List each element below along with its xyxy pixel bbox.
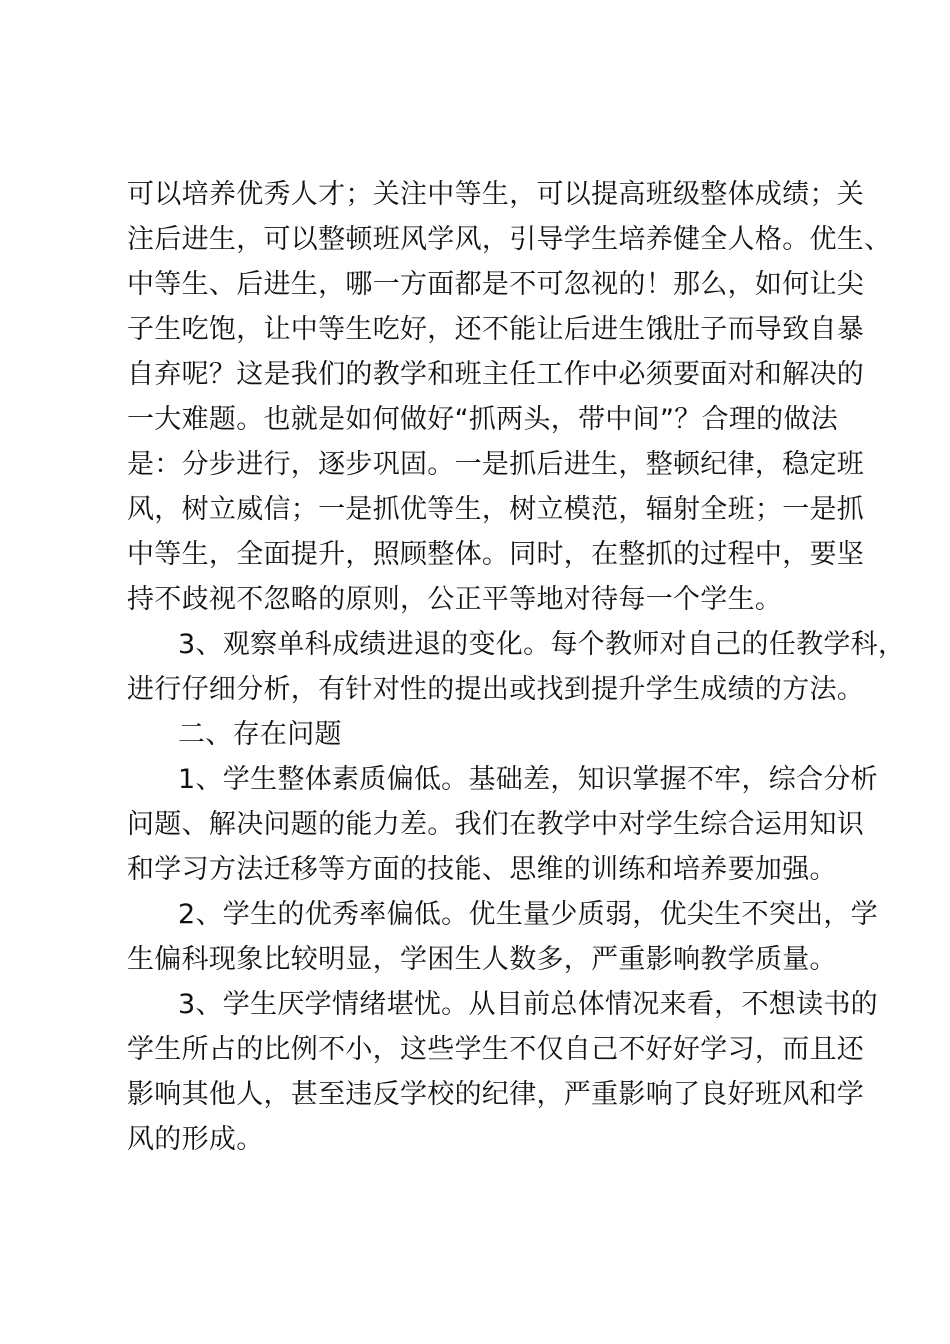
paragraph-first-line: 1、学生整体素质偏低。基础差，知识掌握不牢，综合分析 bbox=[178, 764, 878, 795]
text-line: 中等生，全面提升，照顾整体。同时，在整抓的过程中，要坚 bbox=[127, 539, 865, 570]
paragraph-first-line: 2、学生的优秀率偏低。优生量少质弱，优尖生不突出，学 bbox=[178, 899, 878, 930]
text-line: 是：分步进行，逐步巩固。一是抓后进生，整顿纪律，稳定班 bbox=[127, 449, 865, 480]
text-line: 影响其他人，甚至违反学校的纪律，严重影响了良好班风和学 bbox=[127, 1079, 865, 1110]
text-line: 进行仔细分析，有针对性的提出或找到提升学生成绩的方法。 bbox=[127, 674, 865, 705]
text-line: 学生所占的比例不小，这些学生不仅自己不好好学习，而且还 bbox=[127, 1034, 865, 1065]
text-line: 问题、解决问题的能力差。我们在教学中对学生综合运用知识 bbox=[127, 809, 865, 840]
section-heading: 二、存在问题 bbox=[178, 719, 342, 750]
paragraph-first-line: 3、学生厌学情绪堪忧。从目前总体情况来看，不想读书的 bbox=[178, 989, 878, 1020]
text-line: 注后进生，可以整顿班风学风，引导学生培养健全人格。优生、 bbox=[127, 224, 892, 255]
text-line: 风，树立威信；一是抓优等生，树立模范，辐射全班；一是抓 bbox=[127, 494, 865, 525]
text-line: 子生吃饱，让中等生吃好，还不能让后进生饿肚子而导致自暴 bbox=[127, 314, 865, 345]
text-line: 生偏科现象比较明显，学困生人数多，严重影响教学质量。 bbox=[127, 944, 837, 975]
text-line: 可以培养优秀人才；关注中等生，可以提高班级整体成绩；关 bbox=[127, 179, 865, 210]
paragraph-first-line: 3、观察单科成绩进退的变化。每个教师对自己的任教学科， bbox=[178, 629, 906, 660]
text-line: 持不歧视不忽略的原则，公正平等地对待每一个学生。 bbox=[127, 584, 783, 615]
text-line: 中等生、后进生，哪一方面都是不可忽视的！那么，如何让尖 bbox=[127, 269, 865, 300]
text-line: 自弃呢？这是我们的教学和班主任工作中必须要面对和解决的 bbox=[127, 359, 865, 390]
text-line: 一大难题。也就是如何做好“抓两头，带中间”？合理的做法 bbox=[127, 404, 839, 435]
text-line: 和学习方法迁移等方面的技能、思维的训练和培养要加强。 bbox=[127, 854, 837, 885]
text-line: 风的形成。 bbox=[127, 1124, 264, 1155]
